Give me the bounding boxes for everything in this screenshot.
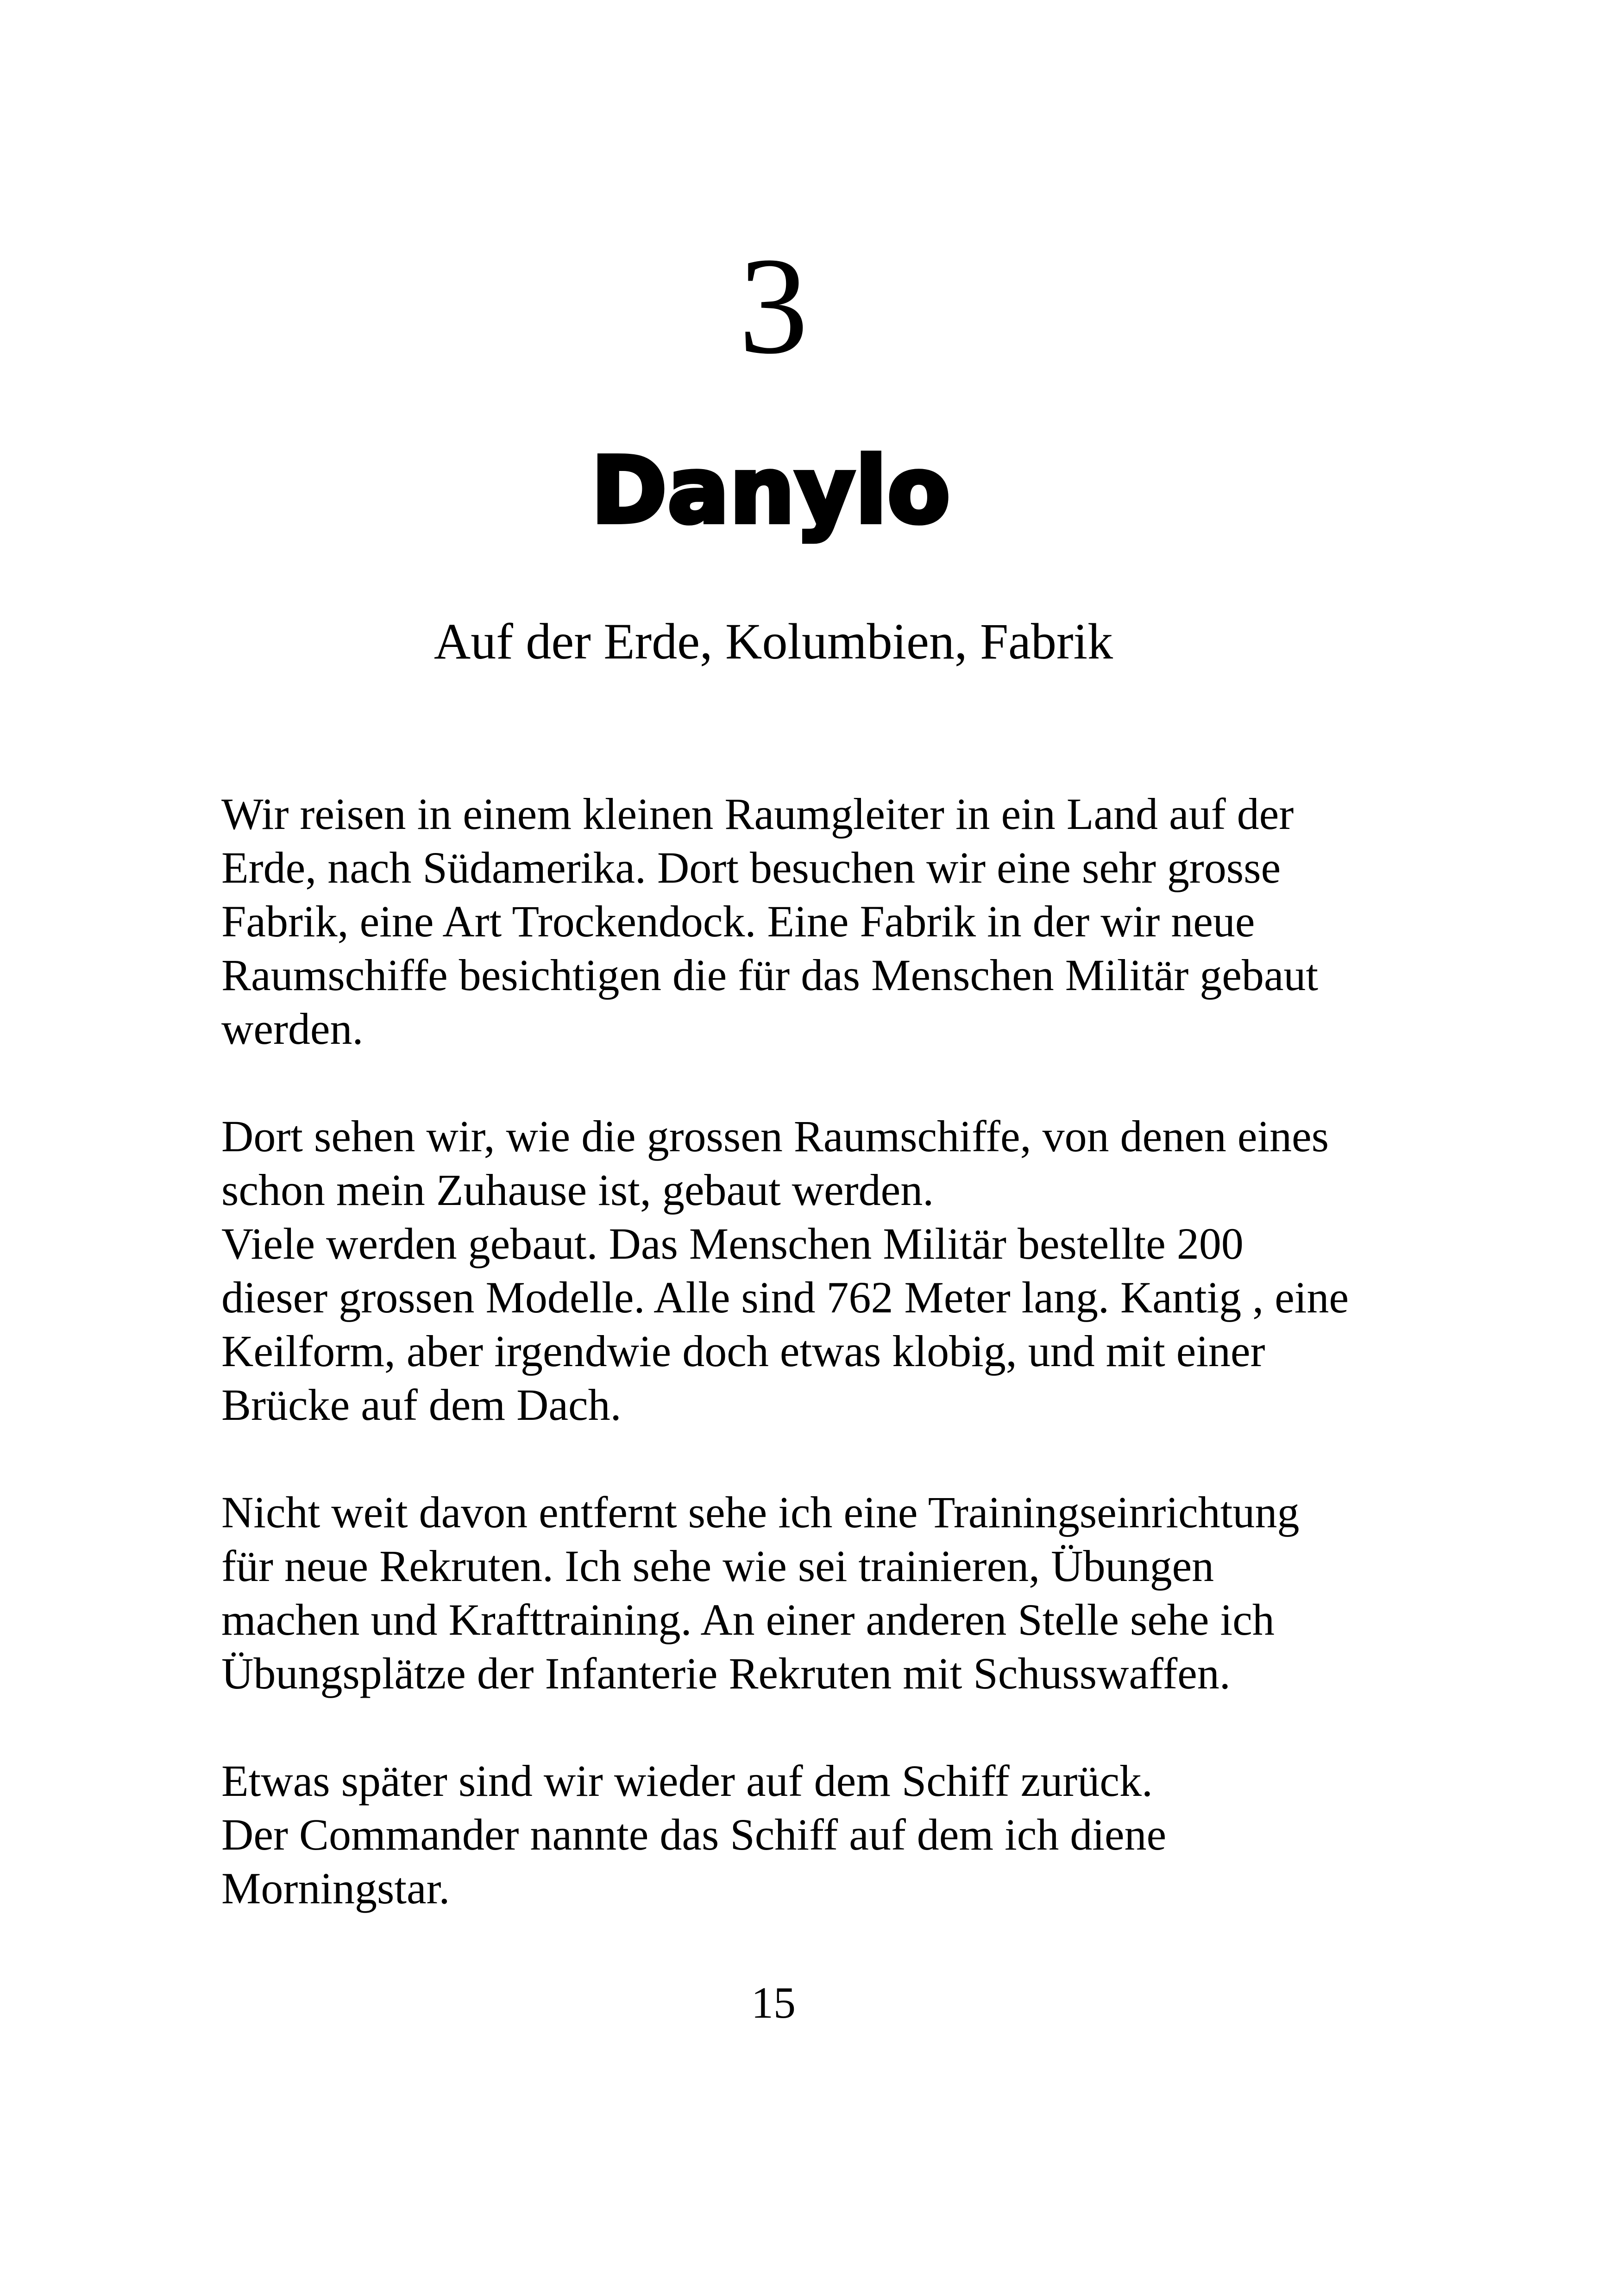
text-line: Viele werden gebaut. Das Menschen Militär bestellte 200: [221, 1219, 1244, 1268]
text-line: Keilform, aber irgendwie doch etwas klobig, und mit einer: [221, 1326, 1265, 1376]
chapter-number: 3: [739, 229, 808, 383]
text-line: dieser grossen Modelle. Alle sind 762 Meter lang. Kantig , eine: [221, 1273, 1349, 1322]
text-line: Fabrik, eine Art Trockendock. Eine Fabrik in der wir neue: [221, 897, 1255, 946]
text-line: Morningstar.: [221, 1863, 450, 1913]
paragraph-1: [221, 787, 1472, 1056]
paragraph-3: [221, 1486, 1472, 1700]
text-line: Der Commander nannte das Schiff auf dem ich diene: [221, 1810, 1167, 1859]
chapter-subtitle: Auf der Erde, Kolumbien, Fabrik: [434, 613, 1113, 670]
text-line: Nicht weit davon entfernt sehe ich eine Trainingseinrichtung: [221, 1487, 1300, 1537]
page-number: 15: [751, 1978, 796, 2027]
text-line: Wir reisen in einem kleinen Raumgleiter in ein Land auf der: [221, 789, 1294, 839]
paragraph-4: [221, 1754, 1472, 1915]
text-line: Dort sehen wir, wie die grossen Raumschiffe, von denen eines: [221, 1111, 1329, 1161]
text-line: Raumschiffe besichtigen die für das Menschen Militär gebaut: [221, 950, 1319, 1000]
chapter-body: [221, 787, 1472, 1969]
text-line: für neue Rekruten. Ich sehe wie sei trainieren, Übungen: [221, 1541, 1214, 1591]
text-line: Etwas später sind wir wieder auf dem Schiff zurück.: [221, 1756, 1153, 1806]
text-line: schon mein Zuhause ist, gebaut werden.: [221, 1165, 934, 1215]
text-line: machen und Krafttraining. An einer anderen Stelle sehe ich: [221, 1595, 1275, 1644]
text-line: werden.: [221, 1004, 364, 1054]
paragraph-2: [221, 1110, 1472, 1432]
text-line: Erde, nach Südamerika. Dort besuchen wir eine sehr grosse: [221, 843, 1281, 892]
text-line: Übungsplätze der Infanterie Rekruten mit Schusswaffen.: [221, 1649, 1231, 1698]
chapter-title: Danylo: [591, 438, 951, 544]
text-line: Brücke auf dem Dach.: [221, 1380, 622, 1430]
